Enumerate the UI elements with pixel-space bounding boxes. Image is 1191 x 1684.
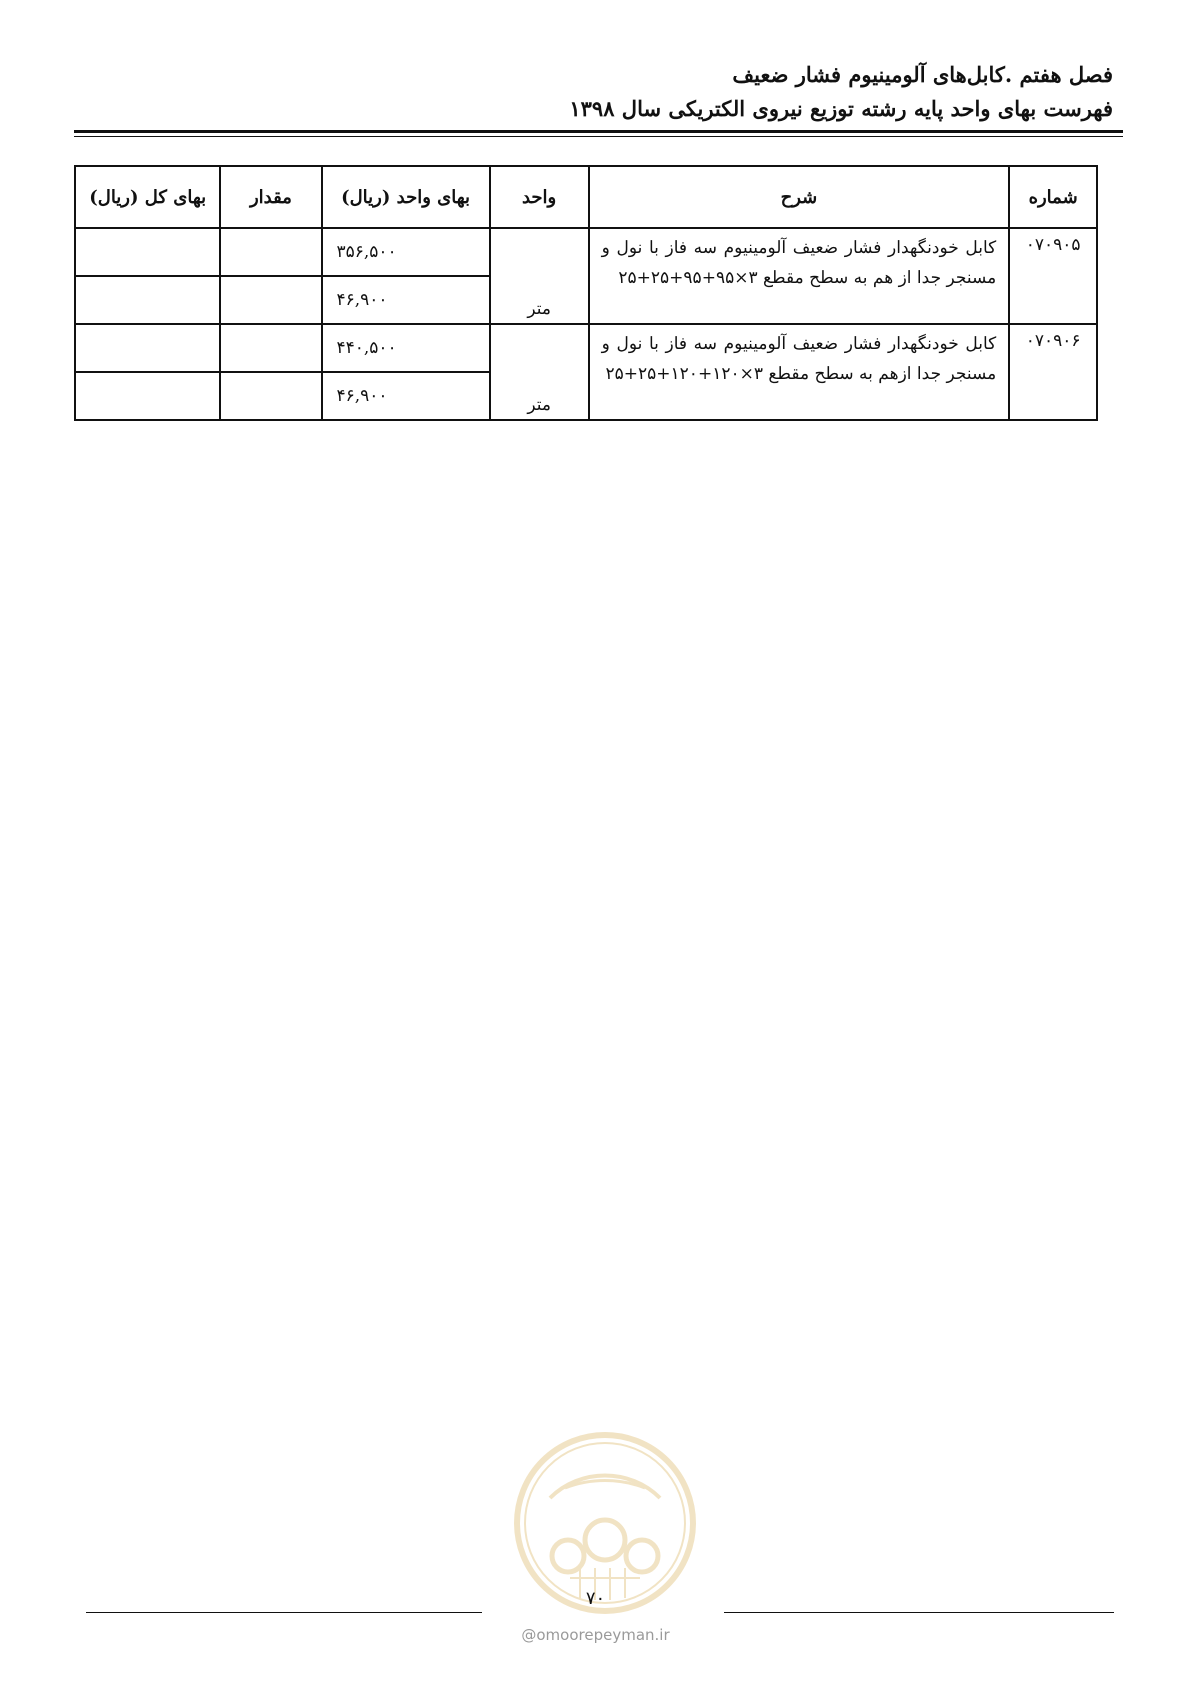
item-description: کابل خودنگهدار فشار ضعیف آلومینیوم سه فاز با نول و مسنجر جدا از هم به سطح مقطع ۳×۹۵+۹۵+۲۵+۲۵ <box>589 228 1010 324</box>
total-price-cell <box>75 372 220 420</box>
total-price-cell <box>75 324 220 372</box>
page-header <box>74 58 1113 126</box>
item-description: کابل خودنگهدار فشار ضعیف آلومینیوم سه فاز با نول و مسنجر جدا ازهم به سطح مقطع ۳×۱۲۰+۱۲۰+۲۵+۲۵ <box>589 324 1010 420</box>
total-price-cell <box>75 276 220 324</box>
col-number: شماره <box>1009 166 1097 228</box>
total-price-cell <box>75 228 220 276</box>
quantity-cell <box>220 276 321 324</box>
unit-price: ۳۵۶,۵۰۰ <box>322 228 490 276</box>
unit-price: ۴۶,۹۰۰ <box>322 372 490 420</box>
document-subtitle: فهرست بهای واحد پایه رشته توزیع نیروی الکتریکی سال ۱۳۹۸ <box>569 96 1113 121</box>
header-rule-thick <box>74 130 1123 133</box>
item-number: ۰۷۰۹۰۵ <box>1009 228 1097 324</box>
item-unit: متر <box>490 228 589 324</box>
item-number: ۰۷۰۹۰۶ <box>1009 324 1097 420</box>
price-table <box>74 165 1098 421</box>
page-number: ۷۰ <box>585 1588 606 1609</box>
col-total-price: بهای کل (ریال) <box>75 166 220 228</box>
col-quantity: مقدار <box>220 166 321 228</box>
site-watermark: @omoorepeyman.ir <box>521 1626 670 1644</box>
col-description: شرح <box>589 166 1010 228</box>
item-unit: متر <box>490 324 589 420</box>
quantity-cell <box>220 228 321 276</box>
col-unit-price: بهای واحد (ریال) <box>322 166 490 228</box>
table-header-row <box>75 166 1097 228</box>
quantity-cell <box>220 324 321 372</box>
quantity-cell <box>220 372 321 420</box>
chapter-title: فصل هفتم .کابل‌های آلومینیوم فشار ضعیف <box>732 62 1113 87</box>
table-row <box>75 324 1097 372</box>
unit-price: ۴۴۰,۵۰۰ <box>322 324 490 372</box>
col-unit: واحد <box>490 166 589 228</box>
table-row <box>75 228 1097 276</box>
unit-price: ۴۶,۹۰۰ <box>322 276 490 324</box>
footer-rule-left <box>86 1612 482 1613</box>
footer-rule-right <box>724 1612 1114 1613</box>
header-rule-thin <box>74 136 1123 137</box>
